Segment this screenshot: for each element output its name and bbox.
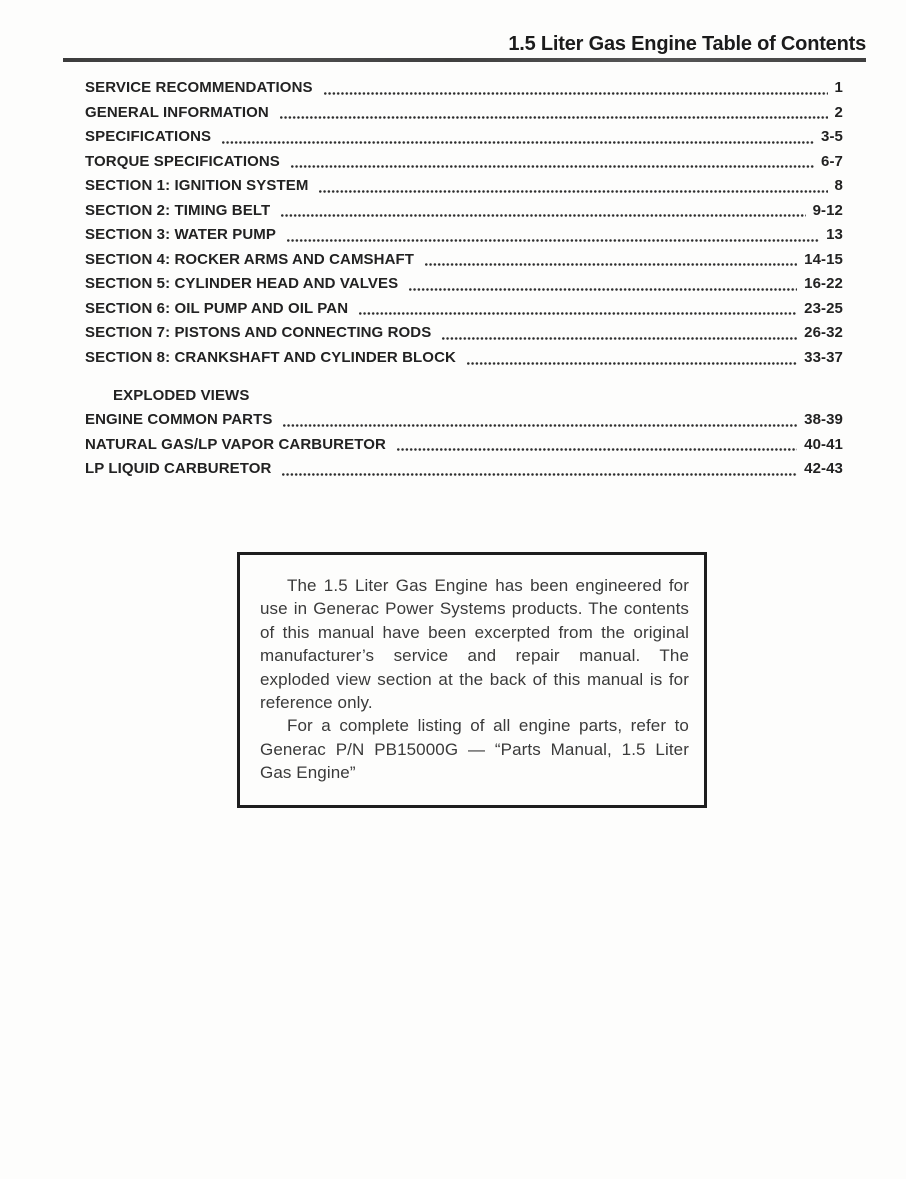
note-paragraph: The 1.5 Liter Gas Engine has been engineered for use in Generac Power Systems products. The contents of this manual have been excerpted from the original manufacturer’s service and repair manual. The exploded view section at the back of this manual is for reference only. bbox=[260, 576, 689, 713]
toc-row bbox=[85, 199, 843, 224]
toc-entry-label: SECTION 3: WATER PUMP bbox=[85, 226, 276, 244]
toc-entry-label: SERVICE RECOMMENDATIONS bbox=[85, 79, 313, 96]
leader-dots bbox=[280, 115, 828, 120]
leader-dots bbox=[283, 423, 797, 428]
toc-entry-page: 26-32 bbox=[804, 324, 843, 342]
toc-entry-page: 8 bbox=[834, 177, 843, 195]
leader-dots bbox=[222, 140, 814, 145]
leader-dots bbox=[291, 164, 814, 169]
toc-entry-label: GENERAL INFORMATION bbox=[85, 103, 269, 121]
toc-entry-page: 9-12 bbox=[812, 201, 843, 219]
toc-row bbox=[85, 125, 843, 150]
toc-entry-label: SECTION 1: IGNITION SYSTEM bbox=[85, 177, 309, 195]
leader-dots bbox=[397, 447, 797, 452]
note-paragraph: For a complete listing of all engine parts, refer to Generac P/N PB15000G — “Parts Manual, 1.5 Liter Gas Engine” bbox=[260, 716, 689, 783]
toc-entry-page: 42-43 bbox=[804, 460, 843, 478]
toc-entry-label: SECTION 6: OIL PUMP AND OIL PAN bbox=[85, 299, 349, 317]
leader-dots bbox=[319, 189, 827, 194]
note-box bbox=[237, 552, 707, 808]
toc-row bbox=[85, 272, 843, 297]
toc-entry-page: 33-37 bbox=[804, 349, 843, 367]
leader-dots bbox=[324, 91, 828, 96]
toc-row bbox=[85, 101, 843, 126]
toc-row bbox=[85, 408, 843, 433]
toc-entry-page: 16-22 bbox=[804, 275, 843, 293]
leader-dots bbox=[442, 336, 797, 341]
toc-row bbox=[85, 433, 843, 458]
toc-subheading: EXPLODED VIEWS bbox=[113, 386, 250, 404]
toc-entry-label: SPECIFICATIONS bbox=[85, 128, 212, 146]
toc-entry-label: SECTION 2: TIMING BELT bbox=[85, 201, 271, 219]
leader-dots bbox=[425, 262, 797, 267]
leader-dots bbox=[287, 238, 819, 243]
toc-entry-label: SECTION 7: PISTONS AND CONNECTING RODS bbox=[85, 324, 432, 342]
toc-entry-page: 3-5 bbox=[821, 128, 843, 146]
toc-entry-label: SECTION 5: CYLINDER HEAD AND VALVES bbox=[85, 275, 399, 293]
leader-dots bbox=[359, 311, 797, 316]
page-title: 1.5 Liter Gas Engine Table of Contents bbox=[508, 33, 866, 55]
leader-dots bbox=[281, 213, 805, 218]
toc-row bbox=[85, 297, 843, 322]
toc-entry-page: 38-39 bbox=[804, 411, 843, 429]
leader-dots bbox=[282, 472, 797, 477]
toc-entry-label: NATURAL GAS/LP VAPOR CARBURETOR bbox=[85, 435, 386, 453]
toc-entry-page: 13 bbox=[826, 226, 843, 244]
toc-entry-page: 40-41 bbox=[804, 435, 843, 453]
leader-dots bbox=[409, 287, 797, 292]
toc-entry-page: 14-15 bbox=[804, 250, 843, 268]
toc-entry-page: 6-7 bbox=[821, 152, 843, 170]
toc-row bbox=[85, 76, 843, 101]
toc-entry-label: TORQUE SPECIFICATIONS bbox=[85, 152, 280, 170]
toc-row bbox=[85, 346, 843, 371]
toc-list bbox=[85, 76, 843, 482]
toc-entry-page: 23-25 bbox=[804, 299, 843, 317]
header-rule bbox=[63, 58, 866, 62]
toc-row bbox=[85, 223, 843, 248]
toc-row bbox=[85, 150, 843, 175]
toc-entry-page: 1 bbox=[834, 79, 843, 96]
toc-entry-page: 2 bbox=[834, 103, 843, 121]
toc-row bbox=[85, 321, 843, 346]
leader-dots bbox=[467, 361, 797, 366]
toc-entry-label: ENGINE COMMON PARTS bbox=[85, 411, 273, 429]
toc-row bbox=[85, 174, 843, 199]
toc-row bbox=[85, 457, 843, 482]
toc-entry-label: SECTION 8: CRANKSHAFT AND CYLINDER BLOCK bbox=[85, 349, 456, 367]
toc-entry-label: LP LIQUID CARBURETOR bbox=[85, 460, 272, 478]
toc-entry-label: SECTION 4: ROCKER ARMS AND CAMSHAFT bbox=[85, 250, 415, 268]
toc-row bbox=[85, 248, 843, 273]
